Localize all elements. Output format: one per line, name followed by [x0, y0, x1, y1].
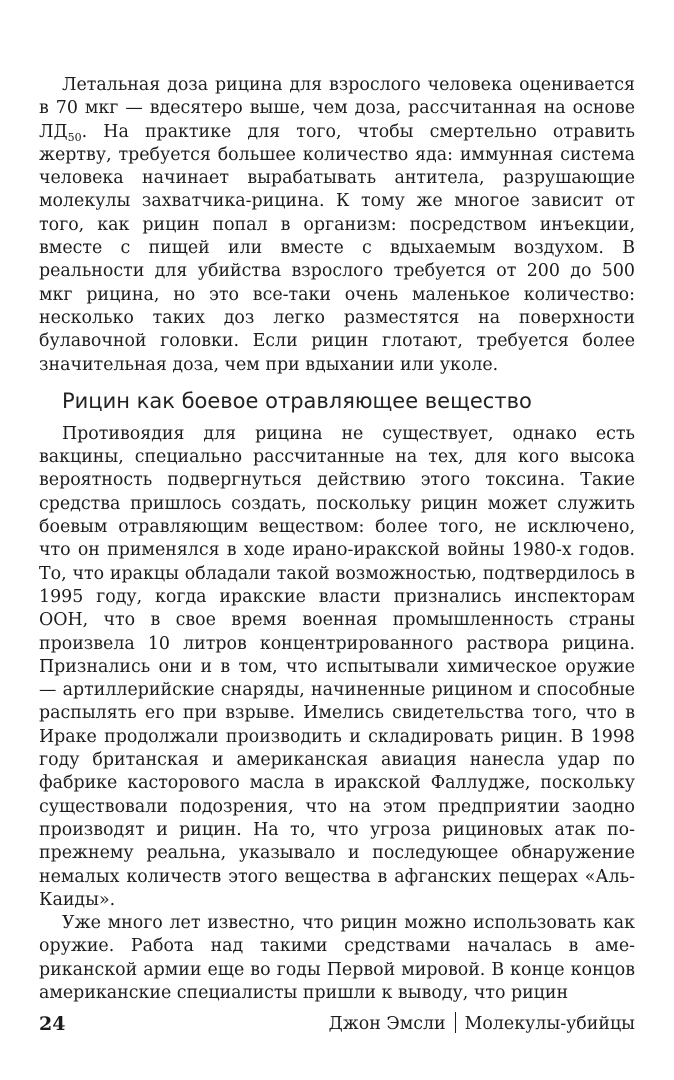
page-body [39, 74, 635, 1005]
book-title: Молекулы-убийцы [464, 1014, 635, 1034]
paragraph-weapon-history: Уже много лет известно, что рицин можно использовать как оружие. Работа над такими средствами началась в американской армии еще во годы Первой мировой. В конце концов американские специалисты пришли к выводу, что рицин [39, 913, 635, 1003]
running-head-separator [455, 1012, 456, 1033]
author-name: Джон Эмсли [328, 1014, 446, 1034]
ld-subscript: 50 [67, 130, 82, 144]
paragraph-antidote: Противоядия для рицина не существует, однако есть вакцины, специально рассчитанные на тех, для кого высока вероятность подвергнуться действию этого токсина. Такие средства пришлось создать, поскольку рицин может служить боевым отравляющим веществом: более того, не исключено, что он применялся в ходе ирано-иракской войны 1980-х годов. То, что иракцы обладали такой возможностью, подтвердилось в 1995 году, когда иракские власти признались инспекторам ООН, что в свое время военная промышленность страны произвела 10 литров концентрированного раствора рицина. Признались они и в том, что испытывали химическое оружие — артиллерийские снаряды, начиненные рицином и способные распылять его при взрыве. Имелись свидетельства того, что в Ираке продолжали производить и складировать рицин. В 1998 году британская и американская авиация нанесла удар по фабрике касторового масла в иракской Фаллудже, поскольку существовали подозрения, что на этом предприятии заодно производят и рицин. На то, что угроза рициновых атак по-прежнему реальна, указывало и последующее обнаружение немалых количеств этого вещества в афганских пещерах «Аль-Каиды». [39, 423, 635, 910]
page-footer [39, 1011, 635, 1037]
page-number: 24 [39, 1013, 66, 1035]
paragraph-lethal-dose-text-start: Летальная доза рицина для взрослого человека оценивается в 70 мкг — вдесятеро выше, чем доза, рассчитанная на основе ЛД [39, 75, 635, 142]
section-heading: Рицин как боевое отравляющее вещество [62, 388, 532, 413]
paragraph-lethal-dose-text-end: . На практике для того, чтобы смертельно отравить жертву, требуется большее количество яда: иммунная система человека начинает вырабатывать антитела, разрушающие молекулы захватчика-рицина. К тому же многое зависит от того, как рицин попал в организм: посредством инъекции, вместе с пищей или вместе с вдыхаемым воздухом. В реальности для убийства взрослого требуется от 200 до 500 мкг рицина, но это все-таки очень маленькое количество: несколько таких доз легко разместятся на поверхности булавочной головки. Если рицин глотают, требуется более значительная доза, чем при вдыхании или уколе. [39, 121, 635, 375]
paragraph-lethal-dose [39, 74, 635, 377]
running-head [329, 1011, 635, 1037]
